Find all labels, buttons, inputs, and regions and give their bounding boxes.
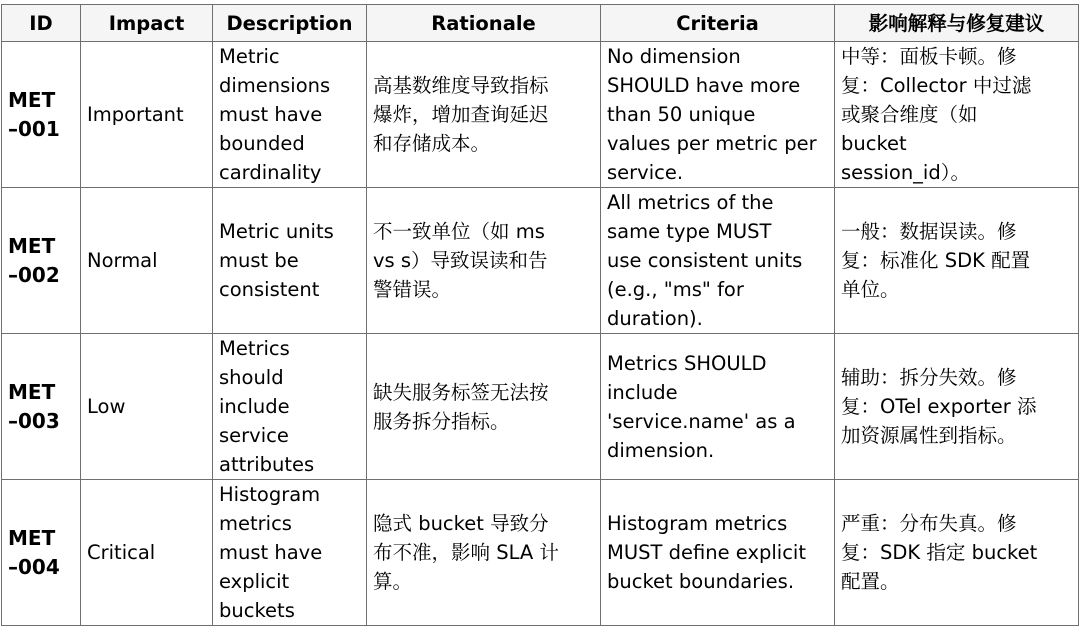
cell-impact: Critical [81,480,213,626]
table-row [2,334,1079,480]
table-row [2,188,1079,334]
cell-id: MET –002 [2,188,81,334]
header-row [2,5,1079,42]
cell-rationale: 高基数维度导致指标 爆炸，增加查询延迟 和存储成本。 [367,42,601,188]
cell-id: MET –004 [2,480,81,626]
cell-criteria: Metrics SHOULD include 'service.name' as a dimension. [601,334,835,480]
header-id: ID [2,5,81,42]
rules-table [1,4,1079,626]
cell-advice: 中等：面板卡顿。修 复：Collector 中过滤 或聚合维度（如 bucket session_id）。 [835,42,1079,188]
cell-impact: Important [81,42,213,188]
header-impact: Impact [81,5,213,42]
cell-rationale: 不一致单位（如 ms vs s）导致误读和告 警错误。 [367,188,601,334]
header-description: Description [213,5,367,42]
cell-description: Histogram metrics must have explicit buckets [213,480,367,626]
cell-description: Metric units must be consistent [213,188,367,334]
header-advice: 影响解释与修复建议 [835,5,1079,42]
table-row [2,480,1079,626]
cell-advice: 辅助：拆分失效。修 复：OTel exporter 添 加资源属性到指标。 [835,334,1079,480]
cell-advice: 一般：数据误读。修 复：标准化 SDK 配置 单位。 [835,188,1079,334]
cell-criteria: No dimension SHOULD have more than 50 unique values per metric per service. [601,42,835,188]
cell-impact: Normal [81,188,213,334]
cell-description: Metrics should include service attributes [213,334,367,480]
cell-rationale: 隐式 bucket 导致分 布不准，影响 SLA 计 算。 [367,480,601,626]
cell-criteria: All metrics of the same type MUST use consistent units (e.g., "ms" for duration). [601,188,835,334]
header-rationale: Rationale [367,5,601,42]
cell-advice: 严重：分布失真。修 复：SDK 指定 bucket 配置。 [835,480,1079,626]
cell-description: Metric dimensions must have bounded cardinality [213,42,367,188]
table-row [2,42,1079,188]
cell-id: MET –003 [2,334,81,480]
cell-impact: Low [81,334,213,480]
cell-criteria: Histogram metrics MUST define explicit bucket boundaries. [601,480,835,626]
cell-id: MET –001 [2,42,81,188]
cell-rationale: 缺失服务标签无法按 服务拆分指标。 [367,334,601,480]
header-criteria: Criteria [601,5,835,42]
